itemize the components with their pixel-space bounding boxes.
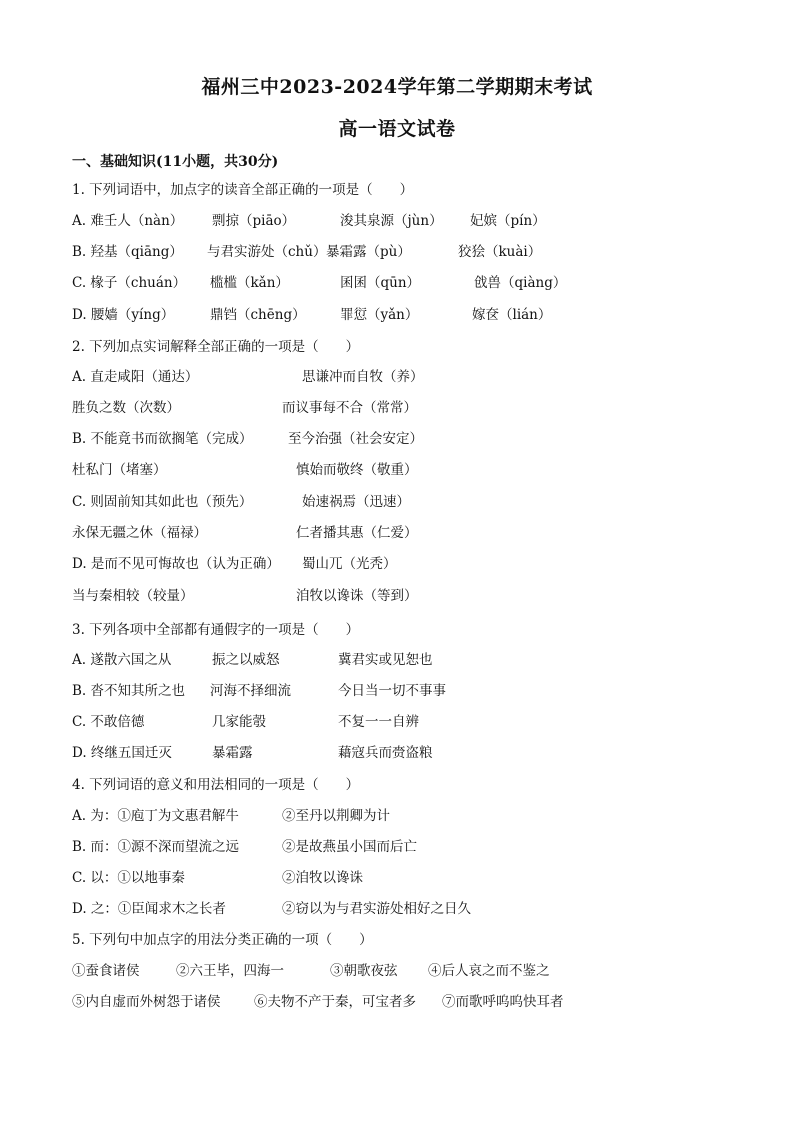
q4-a-1: A. 为：①庖丁为文惠君解牛 [72, 808, 239, 824]
q1-b-4: 狡狯（kuài） [458, 244, 542, 260]
q3-d-1: D. 终继五国迁灭 [72, 745, 172, 761]
q4-c-2: ②洎牧以谗诛 [282, 870, 363, 886]
q3-d-3: 藉寇兵而赍盗粮 [338, 745, 433, 761]
q5-item-2: ②六王毕，四海一 [176, 963, 284, 979]
q3-a-2: 振之以威怒 [212, 652, 280, 668]
q4-d-1: D. 之：①臣闻求木之长者 [72, 901, 226, 917]
section-heading: 一、基础知识(11小题，共30分) [72, 154, 279, 170]
q5-item-6: ⑥夫物不产于秦，可宝者多 [254, 994, 416, 1010]
q2-a2-right: 而议事每不合（常常） [282, 400, 417, 416]
q1-b-3: 暴霜露（pù） [326, 244, 411, 260]
q1-b-1: B. 羟基（qiāng） [72, 244, 183, 260]
q5-item-1: ①蚕食诸侯 [72, 963, 140, 979]
q4-a-2: ②至丹以荆卿为计 [282, 808, 390, 824]
q2-b2-left: 杜私门（堵塞） [72, 462, 167, 478]
q2-stem: 2. 下列加点实词解释全部正确的一项是（ ） [72, 339, 360, 355]
q5-item-4: ④后人哀之而不鉴之 [428, 963, 550, 979]
q1-c-3: 囷囷（qūn） [340, 275, 421, 291]
q5-item-7: ⑦而歌呼呜呜快耳者 [442, 994, 564, 1010]
q2-a1-left: A. 直走咸阳（通达） [72, 369, 199, 385]
q4-d-2: ②窃以为与君实游处相好之日久 [282, 901, 471, 917]
q3-b-1: B. 沓不知其所之也 [72, 683, 186, 699]
q2-b1-right: 至今治强（社会安定） [288, 431, 423, 447]
q2-a2-left: 胜负之数（次数） [72, 400, 180, 416]
q5-item-3: ③朝歌夜弦 [330, 963, 398, 979]
q4-c-1: C. 以：①以地事秦 [72, 870, 185, 886]
q4-stem: 4. 下列词语的意义和用法相同的一项是（ ） [72, 777, 360, 793]
q1-a-3: 浚其泉源（jùn） [340, 213, 443, 229]
q3-c-2: 几家能彀 [212, 714, 266, 730]
q1-a-1: A. 难壬人（nàn） [72, 213, 184, 229]
q3-stem: 3. 下列各项中全部都有通假字的一项是（ ） [72, 622, 360, 638]
q5-stem: 5. 下列句中加点字的用法分类正确的一项（ ） [72, 932, 373, 948]
q3-c-1: C. 不敢倍德 [72, 714, 145, 730]
q3-b-3: 今日当一切不事事 [338, 683, 446, 699]
q1-a-2: 剽掠（piāo） [212, 213, 296, 229]
q2-d1-left: D. 是而不见可悔故也（认为正确） [72, 556, 280, 572]
q2-b2-right: 慎始而敬终（敬重） [296, 462, 418, 478]
q1-a-4: 妃嫔（pín） [470, 213, 546, 229]
q1-c-1: C. 椽子（chuán） [72, 275, 187, 291]
q2-c1-right: 始速祸焉（迅速） [302, 494, 410, 510]
q3-c-3: 不复一一自辨 [338, 714, 419, 730]
q1-b-2: 与君实游处（chǔ） [207, 244, 327, 260]
q4-b-1: B. 而：①源不深而望流之远 [72, 839, 240, 855]
q1-stem: 1. 下列词语中，加点字的读音全部正确的一项是（ ） [72, 182, 414, 198]
q2-d2-left: 当与秦相较（较量） [72, 588, 194, 604]
q5-item-5: ⑤内自虚而外树怨于诸侯 [72, 994, 221, 1010]
exam-title: 福州三中2023-2024学年第二学期期末考试 [201, 76, 593, 98]
q1-d-4: 嫁奁（lián） [472, 307, 552, 323]
q1-c-4: 戗兽（qiàng） [474, 275, 567, 291]
q2-c2-right: 仁者播其惠（仁爱） [296, 525, 418, 541]
q4-b-2: ②是故燕虽小国而后亡 [282, 839, 417, 855]
q2-d2-right: 洎牧以谗诛（等到） [296, 588, 418, 604]
q2-a1-right: 思谦冲而自牧（养） [302, 369, 424, 385]
q2-d1-right: 蜀山兀（光秃） [302, 556, 397, 572]
q3-a-1: A. 遂散六国之从 [72, 652, 172, 668]
exam-subtitle: 高一语文试卷 [338, 118, 456, 140]
q3-b-2: 河海不择细流 [210, 683, 291, 699]
q1-d-2: 鼎铛（chēng） [210, 307, 306, 323]
q2-c1-left: C. 则固前知其如此也（预先） [72, 494, 253, 510]
q2-b1-left: B. 不能竟书而欲搁笔（完成） [72, 431, 253, 447]
q1-d-3: 罪愆（yǎn） [340, 307, 419, 323]
q2-c2-left: 永保无疆之休（福禄） [72, 525, 207, 541]
q3-d-2: 暴霜露 [212, 745, 253, 761]
q1-c-2: 槛槛（kǎn） [210, 275, 289, 291]
q1-d-1: D. 腰嫱（yíng） [72, 307, 175, 323]
q3-a-3: 冀君实或见恕也 [338, 652, 433, 668]
